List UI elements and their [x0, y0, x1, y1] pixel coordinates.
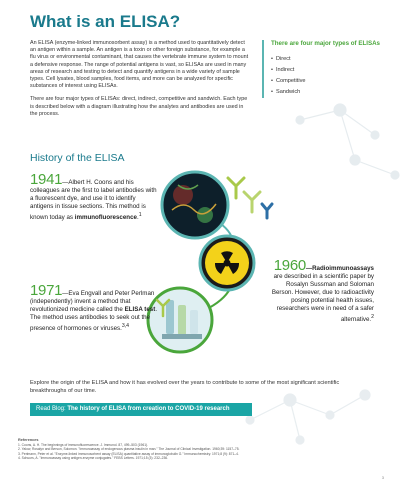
reference-item: 1. Coons, A. H. The beginnings of immunofluorescence. J. Immunol. 87, 499–503 (1961).: [18, 442, 149, 447]
bullet-icon: •: [271, 67, 273, 73]
timeline-year: 1971: [30, 282, 63, 299]
elisa-types-list: [271, 54, 381, 98]
fluorescence-image: [162, 172, 228, 238]
intro-paragraph: There are four major types of ELISAs: direct, indirect, competitive and sandwich. Each type is described below with a diagram illustrating how the analytes and antibodies are used in the process.: [30, 96, 248, 117]
antibody-icon: [262, 204, 272, 218]
page-title: What is an ELISA?: [30, 12, 181, 31]
timeline-entry-1960: 1960—Radioimmunoassays are described in a scientific paper by Rosalyn Sussman and Soloman Berson. However, due to radioactivity posing potential health issues, researchers were in need of a safer alternative.$^2$: [271, 257, 374, 324]
bullet-icon: •: [271, 89, 273, 95]
molecule-network-decoration: [296, 104, 399, 179]
antibody-icon: [228, 178, 244, 198]
elisa-types-sidebar: [262, 40, 381, 98]
list-item: • Sandwich: [271, 89, 301, 95]
timeline-year: 1941: [30, 171, 63, 188]
reference-item: 3. Perlmann, Peter et al. "Enzyme-linked immunosorbent assay (ELISA) quantitative assay of immunoglobulin G." Immunochemistry. 1971;8 (9): 871–4.: [18, 451, 239, 456]
timeline-entry-1971: 1971—Eva Engvall and Peter Perlman (independently) invent a method that revolutionized medicine called the ELISA test. The method uses antibodies to seek out the presence of hormones or viruses.$^{3,4}$: [30, 282, 158, 333]
antibody-icon: [244, 192, 260, 212]
bullet-icon: •: [271, 78, 273, 84]
sidebar-heading: There are four major types of ELISAs: [271, 40, 380, 47]
list-item: • Direct: [271, 56, 291, 62]
radiation-icon: [200, 236, 254, 290]
intro-text: [30, 40, 252, 124]
explore-text: Explore the origin of the ELISA and how it has evolved over the years to contribute to some of the most significant scientific breakthroughs of our time.: [30, 380, 340, 394]
reference-item: 4. Schuurs, A. "Immunoassay using antigen-enzyme conjugates." FEBS Letters. 1971;15 (3): 232–236.: [18, 456, 169, 461]
page-number: 3: [381, 475, 384, 480]
list-item: • Indirect: [271, 67, 295, 73]
read-blog-link[interactable]: Read Blog: The history of ELISA from creation to COVID-19 research: [30, 403, 252, 416]
history-heading: History of the ELISA: [30, 152, 125, 164]
timeline-entry-1941: 1941—Albert H. Coons and his colleagues are the first to label antibodies with a fluorescent dye, and use it to identify antigens in tissue sections. This method is known today as immunofluorescence.$^1$: [30, 171, 157, 222]
bullet-icon: •: [271, 56, 273, 62]
timeline-year: 1960: [273, 257, 306, 274]
list-item: • Competitive: [271, 78, 306, 84]
intro-paragraph: An ELISA (enzyme-linked immunosorbent assay) is a method used to quantitatively detect an antigen within a sample. An antigen is a toxin or other foreign substance, for example a flu virus or environmental contaminant, that causes the vertebrate immune system to mount a defensive response. The range of potential antigens is vast, so ELISAs are used in many areas of research and testing to detect and quantify antigens in a wide variety of sample types. Cell lysates, blood samples, food items, and more can be analyzed for specific substances of interest using ELISAs.: [30, 40, 249, 90]
reference-item: 2. Yalow, Rosalyn and Berson, Solomon. "Immunoassay of endogenous plasma insulin in man." The Journal of Clinical Investigation. 1960;39: 1157–75.: [18, 447, 240, 452]
molecule-network-bottom-decoration: [246, 390, 370, 444]
references-heading: References: [18, 438, 39, 442]
references: [18, 438, 378, 461]
